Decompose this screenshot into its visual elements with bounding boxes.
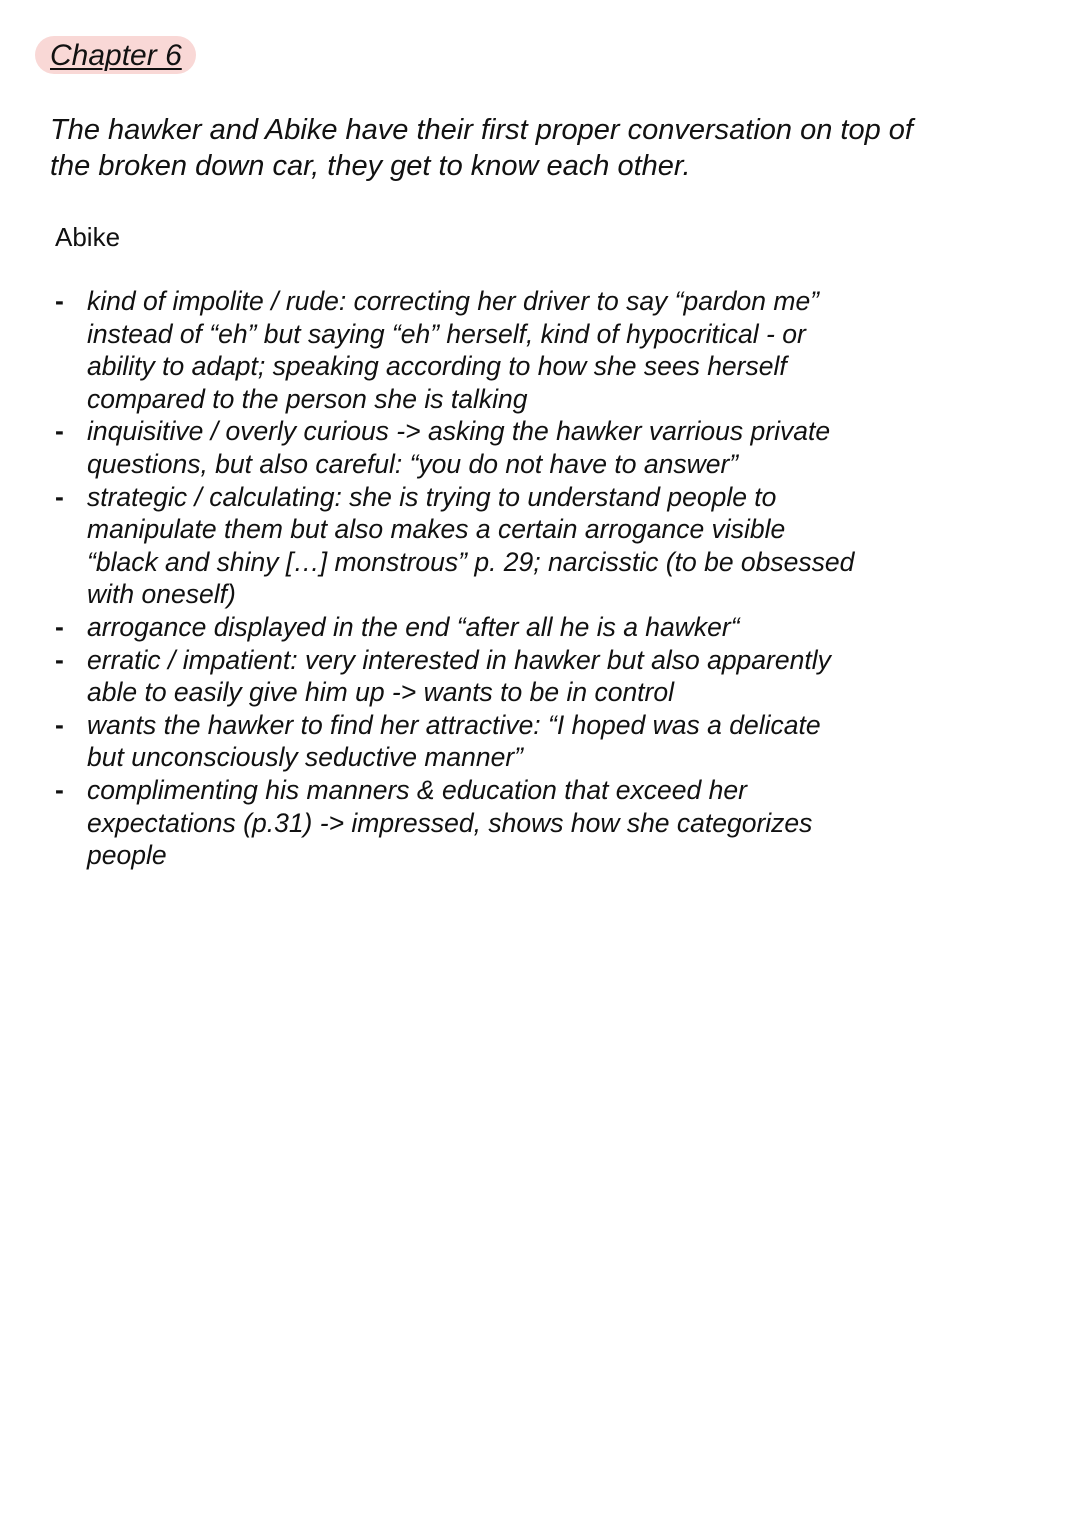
chapter-summary xyxy=(50,112,1050,184)
trait-line: people xyxy=(87,840,167,871)
bullet-dash: - xyxy=(55,416,64,447)
trait-item xyxy=(0,481,854,611)
trait-line: erratic / impatient: very interested in hawker but also apparently xyxy=(87,644,831,675)
bullet-dash: - xyxy=(55,644,64,675)
summary-line: The hawker and Abike have their first proper conversation on top of xyxy=(50,114,913,146)
trait-line: expectations (p.31) -> impressed, shows how she categorizes xyxy=(87,807,813,838)
chapter-title: Chapter 6 xyxy=(50,39,182,72)
trait-line: “black and shiny […] monstrous” p. 29; narcisstic (to be obsessed xyxy=(87,546,855,577)
bullet-dash: - xyxy=(55,611,64,642)
character-heading: Abike xyxy=(55,222,121,252)
trait-line: arrogance displayed in the end “after all he is a hawker“ xyxy=(87,611,740,642)
trait-line: strategic / calculating: she is trying to understand people to xyxy=(87,481,777,512)
trait-item xyxy=(0,644,854,709)
trait-item xyxy=(0,285,854,415)
bullet-dash: - xyxy=(55,286,64,316)
bullet-dash: - xyxy=(55,481,64,512)
trait-item xyxy=(0,709,854,774)
trait-line: complimenting his manners & education that exceed her xyxy=(87,774,747,805)
trait-line: instead of “eh” but saying “eh” herself, kind of hypocritical - or xyxy=(87,318,806,349)
trait-line: manipulate them but also makes a certain arrogance visible xyxy=(87,514,786,545)
chapter-title-highlight xyxy=(35,36,196,74)
trait-line: questions, but also careful: “you do not have to answer” xyxy=(87,448,739,479)
bullet-dash: - xyxy=(55,774,64,805)
trait-line: but unconsciously seductive manner” xyxy=(87,742,524,773)
character-traits-list xyxy=(0,285,854,872)
trait-item xyxy=(0,611,854,644)
trait-line: ability to adapt; speaking according to how she sees herself xyxy=(87,351,787,382)
bullet-dash: - xyxy=(55,709,64,740)
trait-line: able to easily give him up -> wants to be in control xyxy=(87,677,674,708)
trait-line: with oneself) xyxy=(87,579,236,610)
trait-item xyxy=(0,415,854,480)
trait-line: compared to the person she is talking xyxy=(87,383,528,414)
trait-item xyxy=(0,774,854,872)
trait-line: inquisitive / overly curious -> asking the hawker varrious private xyxy=(87,416,831,447)
summary-line: the broken down car, they get to know each other. xyxy=(50,150,691,182)
trait-line: kind of impolite / rude: correcting her driver to say “pardon me” xyxy=(87,286,820,316)
trait-line: wants the hawker to find her attractive: “I hoped was a delicate xyxy=(87,709,821,740)
